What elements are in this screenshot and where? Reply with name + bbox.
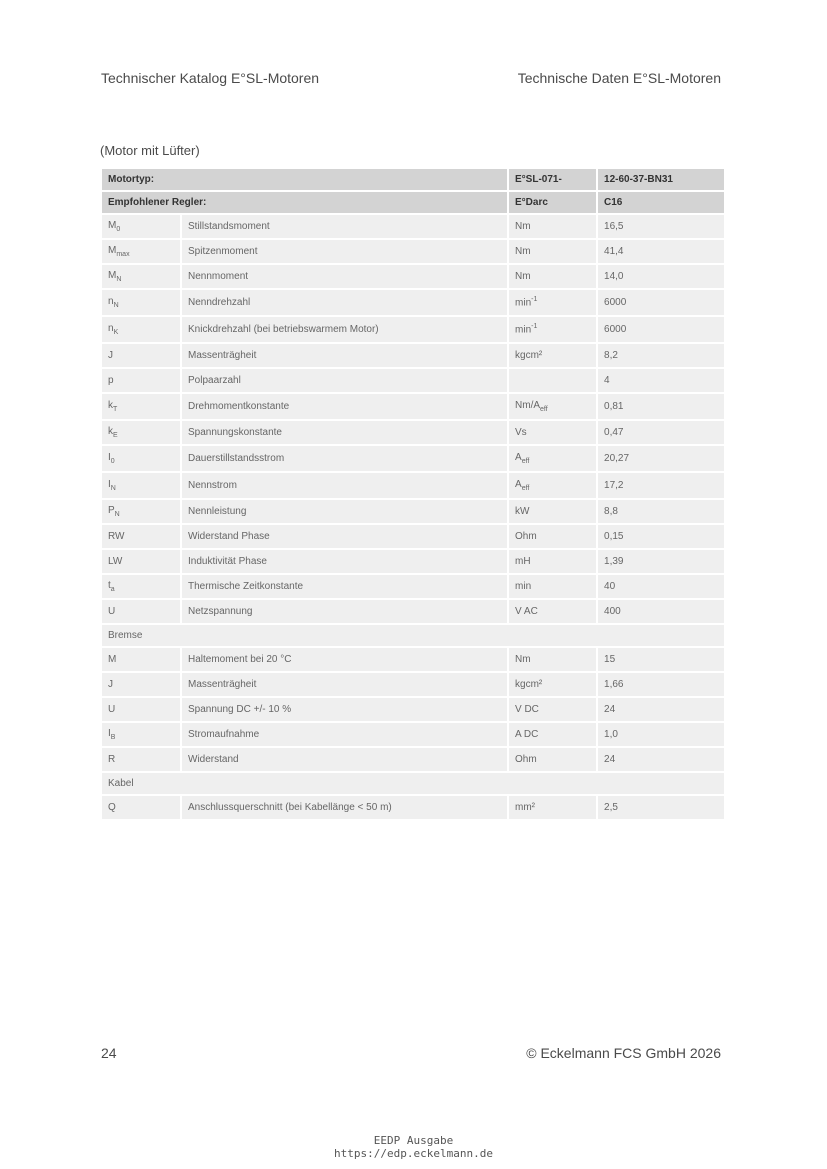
symbol-subscript: B	[110, 734, 116, 741]
unit-cell	[508, 368, 597, 393]
symbol: RW	[108, 531, 125, 542]
unit-cell	[508, 672, 597, 697]
unit: kgcm²	[515, 350, 543, 361]
unit-cell	[508, 722, 597, 747]
description-cell: Stillstandsmoment	[181, 214, 508, 239]
unit: mm²	[515, 802, 536, 813]
unit-cell	[508, 524, 597, 549]
table-header-row	[101, 191, 725, 214]
table-row	[101, 499, 725, 524]
symbol-subscript: E	[113, 432, 118, 439]
unit-cell	[508, 697, 597, 722]
edition-label: EEDP Ausgabe	[373, 1134, 454, 1147]
edition-stamp	[0, 1134, 827, 1160]
header-label: Motortyp:	[101, 168, 508, 191]
symbol-cell	[101, 697, 181, 722]
unit-cell	[508, 499, 597, 524]
header-value-2: 12-60-37-BN31	[597, 168, 725, 191]
description-cell: Spitzenmoment	[181, 239, 508, 264]
value-cell: 2,5	[597, 795, 725, 820]
unit: min	[515, 324, 532, 336]
header-value-2: C16	[597, 191, 725, 214]
symbol-cell	[101, 343, 181, 368]
description-cell: Haltemoment bei 20 °C	[181, 647, 508, 672]
symbol-cell	[101, 393, 181, 420]
symbol-cell	[101, 368, 181, 393]
section-row	[101, 772, 725, 795]
unit-superscript: -1	[531, 296, 538, 304]
value-cell: 17,2	[597, 472, 725, 499]
symbol-subscript: N	[116, 276, 122, 283]
unit: Nm	[515, 271, 531, 282]
symbol-cell	[101, 420, 181, 445]
table-row	[101, 697, 725, 722]
symbol: p	[108, 375, 114, 386]
unit: A	[515, 452, 522, 463]
unit: V AC	[515, 606, 538, 617]
symbol: M	[108, 220, 117, 231]
table-row	[101, 599, 725, 624]
symbol: I	[108, 452, 111, 463]
table-row	[101, 574, 725, 599]
description-cell: Drehmomentkonstante	[181, 393, 508, 420]
unit-cell	[508, 214, 597, 239]
unit: Nm	[515, 221, 531, 232]
unit: Nm	[515, 246, 531, 257]
unit-cell	[508, 316, 597, 343]
unit: Ohm	[515, 531, 537, 542]
symbol-cell	[101, 499, 181, 524]
symbol-cell	[101, 747, 181, 772]
unit-cell	[508, 420, 597, 445]
unit: min	[515, 581, 532, 592]
description-cell: Nennmoment	[181, 264, 508, 289]
unit-cell	[508, 549, 597, 574]
unit-subscript: eff	[521, 458, 530, 465]
description-cell: Massenträgheit	[181, 343, 508, 368]
value-cell: 4	[597, 368, 725, 393]
description-cell: Induktivität Phase	[181, 549, 508, 574]
description-cell: Nennstrom	[181, 472, 508, 499]
unit: Nm	[515, 654, 531, 665]
symbol: R	[108, 754, 116, 765]
table-row	[101, 289, 725, 316]
unit-cell	[508, 445, 597, 472]
table-row	[101, 722, 725, 747]
table-row	[101, 239, 725, 264]
symbol: U	[108, 704, 116, 715]
symbol: k	[108, 426, 113, 437]
value-cell: 8,8	[597, 499, 725, 524]
unit-cell	[508, 239, 597, 264]
header-value-1: E°Darc	[508, 191, 597, 214]
unit: A	[515, 479, 522, 490]
table-row	[101, 393, 725, 420]
table-row	[101, 672, 725, 697]
table-caption: (Motor mit Lüfter)	[100, 143, 200, 158]
value-cell: 15	[597, 647, 725, 672]
symbol-subscript: K	[113, 329, 119, 336]
edition-url[interactable]: https://edp.eckelmann.de	[334, 1147, 493, 1160]
unit-cell	[508, 574, 597, 599]
symbol-subscript: N	[114, 511, 120, 518]
symbol: P	[108, 505, 115, 516]
unit-cell	[508, 647, 597, 672]
symbol: t	[108, 580, 111, 591]
symbol: M	[108, 245, 117, 256]
description-cell: Spannungskonstante	[181, 420, 508, 445]
value-cell: 24	[597, 697, 725, 722]
symbol-cell	[101, 574, 181, 599]
description-cell: Thermische Zeitkonstante	[181, 574, 508, 599]
description-cell: Polpaarzahl	[181, 368, 508, 393]
unit: A DC	[515, 729, 539, 740]
table-row	[101, 316, 725, 343]
unit-cell	[508, 747, 597, 772]
unit: min	[515, 297, 532, 309]
table-row	[101, 524, 725, 549]
value-cell: 41,4	[597, 239, 725, 264]
table-row	[101, 420, 725, 445]
value-cell: 1,0	[597, 722, 725, 747]
symbol: LW	[108, 556, 123, 567]
symbol-cell	[101, 672, 181, 697]
header-value-1: E°SL-071-	[508, 168, 597, 191]
motor-data-table	[100, 167, 726, 821]
description-cell: Stromaufnahme	[181, 722, 508, 747]
value-cell: 6000	[597, 316, 725, 343]
symbol-cell	[101, 289, 181, 316]
value-cell: 24	[597, 747, 725, 772]
symbol-subscript: 0	[110, 458, 115, 465]
unit: V DC	[515, 704, 539, 715]
symbol-subscript: N	[110, 485, 116, 492]
symbol-subscript: max	[116, 251, 130, 258]
table-row	[101, 445, 725, 472]
section-label: Kabel	[101, 772, 725, 795]
table-row	[101, 795, 725, 820]
symbol: I	[108, 728, 111, 739]
description-cell: Knickdrehzahl (bei betriebswarmem Motor)	[181, 316, 508, 343]
unit: kW	[515, 506, 530, 517]
symbol: M	[108, 654, 117, 665]
symbol: M	[108, 270, 117, 281]
table-row	[101, 647, 725, 672]
unit-cell	[508, 289, 597, 316]
description-cell: Nennleistung	[181, 499, 508, 524]
description-cell: Widerstand	[181, 747, 508, 772]
symbol-cell	[101, 264, 181, 289]
unit-cell	[508, 264, 597, 289]
symbol-cell	[101, 214, 181, 239]
section-row	[101, 624, 725, 647]
unit-subscript: eff	[540, 406, 548, 413]
unit-cell	[508, 343, 597, 368]
description-cell: Nenndrehzahl	[181, 289, 508, 316]
symbol-cell	[101, 795, 181, 820]
symbol: I	[108, 479, 111, 490]
symbol-cell	[101, 472, 181, 499]
value-cell: 0,15	[597, 524, 725, 549]
symbol-cell	[101, 647, 181, 672]
symbol: U	[108, 606, 116, 617]
unit: kgcm²	[515, 679, 543, 690]
value-cell: 20,27	[597, 445, 725, 472]
header-catalog-title: Technischer Katalog E°SL-Motoren	[101, 70, 320, 86]
table-row	[101, 368, 725, 393]
table-row	[101, 264, 725, 289]
unit: Vs	[515, 427, 527, 438]
table-row	[101, 343, 725, 368]
symbol-subscript: N	[113, 302, 119, 309]
unit: Nm/A	[515, 400, 541, 411]
section-label: Bremse	[101, 624, 725, 647]
symbol: J	[108, 350, 113, 361]
value-cell: 1,39	[597, 549, 725, 574]
symbol: n	[108, 296, 114, 307]
symbol: J	[108, 679, 113, 690]
symbol-subscript: 0	[116, 226, 121, 233]
value-cell: 6000	[597, 289, 725, 316]
symbol-cell	[101, 524, 181, 549]
symbol-cell	[101, 549, 181, 574]
unit-cell	[508, 795, 597, 820]
description-cell: Spannung DC +/- 10 %	[181, 697, 508, 722]
unit-cell	[508, 472, 597, 499]
value-cell: 16,5	[597, 214, 725, 239]
unit: mH	[515, 556, 531, 567]
symbol: Q	[108, 802, 116, 813]
symbol-cell	[101, 445, 181, 472]
description-cell: Anschlussquerschnitt (bei Kabellänge < 50 m)	[181, 795, 508, 820]
symbol-cell	[101, 722, 181, 747]
table-row	[101, 549, 725, 574]
value-cell: 1,66	[597, 672, 725, 697]
symbol: n	[108, 323, 114, 334]
value-cell: 0,81	[597, 393, 725, 420]
copyright: © Eckelmann FCS GmbH 2026	[526, 1045, 721, 1061]
table-row	[101, 472, 725, 499]
symbol-cell	[101, 316, 181, 343]
page-number: 24	[101, 1045, 117, 1061]
symbol-subscript: T	[113, 406, 118, 413]
description-cell: Netzspannung	[181, 599, 508, 624]
description-cell: Widerstand Phase	[181, 524, 508, 549]
unit: Ohm	[515, 754, 537, 765]
unit-superscript: -1	[531, 323, 538, 331]
header-label: Empfohlener Regler:	[101, 191, 508, 214]
table-header-row	[101, 168, 725, 191]
symbol-subscript: a	[110, 586, 115, 593]
symbol-cell	[101, 239, 181, 264]
unit-subscript: eff	[521, 485, 530, 492]
table-row	[101, 214, 725, 239]
symbol-cell	[101, 599, 181, 624]
header-section-title: Technische Daten E°SL-Motoren	[517, 70, 721, 86]
value-cell: 14,0	[597, 264, 725, 289]
value-cell: 400	[597, 599, 725, 624]
description-cell: Massenträgheit	[181, 672, 508, 697]
value-cell: 40	[597, 574, 725, 599]
value-cell: 8,2	[597, 343, 725, 368]
value-cell: 0,47	[597, 420, 725, 445]
description-cell: Dauerstillstandsstrom	[181, 445, 508, 472]
table-row	[101, 747, 725, 772]
unit-cell	[508, 599, 597, 624]
unit-cell	[508, 393, 597, 420]
symbol: k	[108, 400, 113, 411]
